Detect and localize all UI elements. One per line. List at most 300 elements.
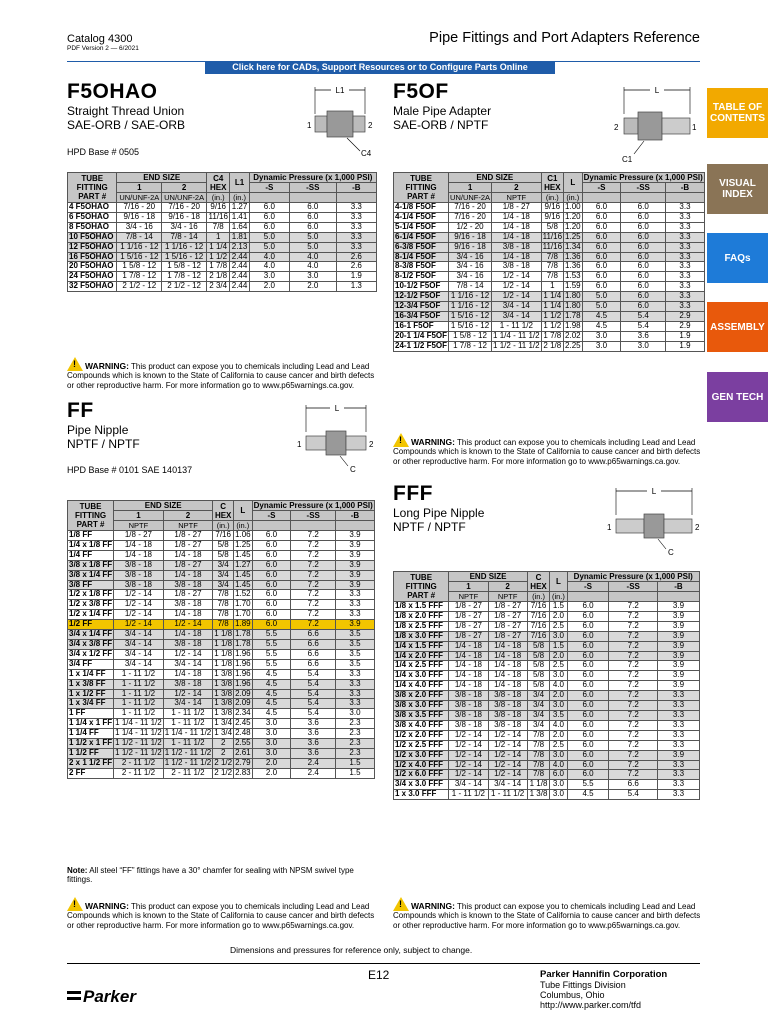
table-cell: 7/16 (527, 602, 550, 612)
table-cell: 3.9 (336, 560, 375, 570)
col-pressure: Dynamic Pressure (x 1,000 PSI) (567, 572, 699, 582)
f5of-table (393, 172, 705, 352)
f5ohao-table (67, 172, 377, 292)
table-row (68, 550, 375, 560)
table-cell: 1 x 3/4 FF (68, 699, 114, 709)
table-cell: 1 3/8 (214, 668, 233, 678)
warning-icon (393, 433, 409, 447)
table-cell: 1/4 - 18 (163, 550, 213, 560)
table-cell: 16 F5OHAO (68, 252, 117, 262)
table-cell: 3.0 (550, 780, 567, 790)
table-cell: 7.2 (609, 681, 658, 691)
table-cell: 1 1/8 (214, 638, 233, 648)
col-end1: 1 (449, 183, 492, 193)
table-cell: 4-1/4 F5OF (394, 212, 449, 222)
table-cell: 1.5 (550, 641, 567, 651)
table-cell: 1 7/8 - 12 (162, 272, 207, 282)
table-cell: 3/4 (213, 560, 234, 570)
table-cell: 3.3 (657, 780, 699, 790)
table-cell: 1 1/16 - 12 (117, 242, 162, 252)
table-cell: 1/2 - 14 (488, 760, 527, 770)
table-cell: 5.0 (582, 302, 621, 312)
table-cell: 1 5/16 - 12 (162, 252, 207, 262)
table-cell: 1/2 x 2.5 FFF (394, 740, 449, 750)
table-cell: 1 (541, 282, 563, 292)
col-hex-unit: (in.) (541, 193, 563, 203)
col-end2: 2 (163, 511, 213, 521)
col-thread1: UN/UNF-2A (450, 193, 491, 202)
col-hex: C HEX (213, 501, 234, 521)
table-cell: 7.2 (291, 560, 336, 570)
table-cell: 2 1/2 - 12 (117, 282, 162, 292)
table-cell: 5.4 (621, 321, 666, 331)
table-cell: 4.5 (252, 669, 291, 679)
sidebar-visual-index[interactable]: VISUAL INDEX (707, 164, 768, 214)
sidebar-faqs[interactable]: FAQs (707, 233, 768, 283)
warning-label: WARNING: (411, 437, 455, 447)
table-cell: 1.59 (565, 281, 581, 291)
f5ohao-end2-label: 2 (368, 121, 373, 130)
table-cell: 3/4 x 3.0 FFF (394, 780, 449, 790)
table-cell: 3/8 x 1/4 FF (69, 569, 113, 579)
table-cell: 1/2 - 14 (488, 740, 527, 750)
table-cell: 7/8 (541, 262, 563, 272)
ff-note (67, 866, 373, 884)
table-cell: 1 x 3/8 FF (68, 679, 114, 689)
table-cell: 6.0 (290, 212, 337, 222)
table-cell: 2.6 (336, 252, 376, 262)
table-cell: 3.3 (666, 282, 705, 292)
table-cell: 1 1/16 - 12 (449, 302, 492, 312)
col-s: -S (249, 183, 289, 193)
catalog-label: Catalog 4300 (67, 33, 133, 45)
table-cell: 3/8 - 18 (163, 600, 213, 610)
f5of-l-label: L (654, 86, 660, 95)
sidebar-gen-tech[interactable]: GEN TECH (707, 372, 768, 422)
table-cell: 1 1/2 (541, 311, 563, 321)
page-number: E12 (368, 968, 390, 982)
table-cell: 5/8 (527, 681, 550, 691)
warning-icon (67, 897, 83, 911)
table-cell: 3.9 (657, 671, 699, 681)
table-cell: 2 (213, 748, 234, 758)
table-cell: 24 F5OHAO (68, 272, 117, 282)
table-row (394, 611, 700, 621)
table-cell: 3/8 x 3.0 FFF (394, 701, 449, 711)
table-cell: 6.0 (567, 760, 609, 770)
table-cell: 2.25 (565, 340, 581, 350)
table-cell: 3.9 (657, 651, 699, 661)
table-cell: 9/16 - 18 (117, 212, 162, 222)
table-cell: 2.83 (235, 767, 251, 777)
table-cell: 1/4 - 18 (449, 641, 488, 651)
table-cell: 3/4 - 16 (449, 262, 492, 272)
table-cell: 3.9 (657, 641, 699, 651)
table-cell: 6.0 (567, 602, 609, 612)
sidebar-assembly[interactable]: ASSEMBLY (707, 302, 768, 352)
table-cell: 6.6 (291, 659, 336, 669)
table-cell: 2.0 (550, 691, 567, 701)
ff-note-text: All steel “FF” fittings have a 30° chamfer for sealing with NPSM swivel type fittings. (67, 866, 354, 884)
table-cell: 9/16 (541, 212, 563, 222)
table-cell: 1 1/4 - 11 1/2 (115, 728, 162, 738)
table-cell: 1 - 11 1/2 (114, 699, 164, 709)
table-cell: 2.13 (231, 241, 248, 251)
table-cell: 7.2 (291, 580, 336, 590)
table-cell: 3.0 (249, 272, 289, 282)
f5ohao-l-label: L1 (335, 86, 345, 95)
col-thread1: NPTF (114, 521, 164, 531)
table-cell: 1 7/8 (541, 331, 563, 341)
table-cell: 6.6 (609, 780, 658, 790)
table-cell: 2.0 (249, 282, 289, 292)
table-cell: 32 F5OHAO (68, 282, 117, 292)
table-cell: 3.3 (666, 262, 705, 272)
table-cell: 1 - 11 1/2 (114, 669, 164, 679)
table-cell: 1/4 - 18 (488, 681, 527, 691)
col-b: -B (336, 183, 376, 193)
table-cell: 1/2 - 14 (492, 282, 542, 292)
table-cell: 1/4 - 18 (163, 570, 213, 580)
col-thread1: UN/UNF-2A (117, 193, 162, 203)
col-hex-unit: (in.) (527, 592, 550, 602)
table-cell: 1/2 - 14 (488, 750, 527, 760)
table-cell: 3.9 (336, 540, 375, 550)
table-cell: 7/16 (527, 611, 550, 621)
table-cell: 1/8 - 27 (488, 602, 527, 612)
table-cell: 5.4 (291, 699, 336, 709)
f5ohao-hpd: HPD Base # 0505 (67, 147, 140, 157)
ff-l-label: L (334, 404, 340, 413)
table-cell: 1 7/8 - 12 (117, 272, 162, 282)
table-cell: 1/4 - 18 (449, 651, 488, 661)
table-cell: 3/8 - 18 (488, 701, 527, 711)
table-cell: 1 1/4 (541, 302, 563, 312)
fff-table (393, 571, 700, 800)
table-row (394, 242, 705, 252)
col-l: L (234, 501, 253, 521)
table-cell: 2.0 (550, 611, 567, 621)
table-cell: 3.0 (252, 748, 291, 758)
table-cell: 1.36 (565, 261, 581, 271)
table-cell: 2 1/2 (214, 757, 233, 767)
col-hex: C HEX (527, 572, 550, 592)
table-row (394, 770, 700, 780)
table-row (394, 710, 700, 720)
table-cell: 8-1/2 F5OF (394, 272, 449, 282)
table-cell: 6.0 (567, 651, 609, 661)
table-cell: 3.3 (336, 679, 375, 689)
table-cell: 6-1/4 F5OF (394, 232, 449, 242)
table-cell: 3/4 (527, 691, 550, 701)
table-row (68, 679, 375, 689)
table-row (394, 691, 700, 701)
table-cell: 3/8 - 18 (114, 580, 164, 590)
table-cell: 2.44 (231, 261, 248, 271)
col-part: TUBE FITTING PART # (394, 173, 449, 203)
disclaimer: Dimensions and pressures for reference only, subject to change. (230, 945, 473, 955)
table-cell: 3/4 FF (68, 659, 114, 669)
table-cell: 6.0 (621, 292, 666, 302)
ff-ends: NPTF / NPTF (67, 437, 140, 451)
table-row (68, 600, 375, 610)
table-cell: 5/8 (527, 671, 550, 681)
fff-hex-label: C (668, 548, 674, 557)
col-thread2: UN/UNF-2A (162, 193, 207, 203)
table-cell: 7/8 - 14 (449, 282, 492, 292)
table-cell: 5/8 (527, 641, 550, 651)
warning-label: WARNING: (85, 901, 129, 911)
table-cell: 7/8 (207, 222, 230, 232)
table-cell: 6.0 (582, 232, 621, 242)
table-cell: 6.0 (567, 621, 609, 631)
table-cell: 1.06 (235, 530, 251, 539)
table-cell: 6.0 (582, 212, 621, 222)
table-cell: 1/2 - 14 (449, 750, 488, 760)
table-cell: 6.0 (621, 252, 666, 262)
table-row (68, 531, 375, 541)
table-row (394, 321, 705, 331)
col-hex: C1 HEX (541, 173, 563, 193)
version-label: PDF Version 2 — 6/2021 (67, 45, 139, 52)
table-cell: 4.5 (567, 790, 609, 800)
table-cell: 1.9 (336, 272, 376, 282)
table-cell: 3.3 (336, 242, 376, 252)
col-end2: 2 (488, 582, 527, 592)
table-cell: 1 1/2 - 11 1/2 (115, 747, 162, 757)
table-cell: 1 3/8 (214, 688, 233, 698)
table-cell: 1 1/8 (527, 780, 550, 790)
table-cell: 3/8 - 18 (488, 710, 527, 720)
warning-text: This product can expose you to chemicals including Lead and Lead Compounds which is known to the State of California to cause cancer and birth defects or other reproductive harm. For more information go to www.p65warnings.ca.gov. (393, 438, 701, 466)
table-cell: 3.3 (336, 222, 376, 232)
table-cell: 1/8 - 27 (449, 611, 488, 621)
corp-url[interactable]: http://www.parker.com/tfd (540, 1000, 642, 1010)
table-cell: 3.3 (657, 790, 699, 800)
table-cell: 6.0 (550, 770, 567, 780)
table-cell: 1/8 x 3.0 FFF (394, 631, 449, 641)
col-part: TUBE FITTING PART # (68, 173, 117, 203)
f5ohao-end1-label: 1 (307, 121, 312, 130)
table-cell: 6.0 (252, 590, 291, 600)
table-cell: 1.34 (565, 241, 581, 251)
table-cell: 5.5 (252, 639, 291, 649)
table-cell: 1/8 - 27 (449, 621, 488, 631)
table-row (68, 729, 375, 739)
table-cell: 5.5 (252, 649, 291, 659)
table-cell: 1.5 (336, 768, 375, 778)
table-cell: 1.27 (235, 559, 251, 569)
col-l-unit: (in.) (550, 592, 567, 602)
table-cell: 7.2 (291, 540, 336, 550)
table-cell: 2.09 (235, 698, 251, 708)
table-cell: 9/16 - 18 (449, 232, 492, 242)
col-endsize: END SIZE (114, 501, 213, 511)
table-cell: 1 1/4 (541, 292, 563, 302)
table-cell: 7.2 (291, 610, 336, 620)
table-cell: 7.2 (291, 590, 336, 600)
table-cell: 1 3/4 (214, 718, 233, 728)
table-cell: 7/8 (527, 770, 550, 780)
table-cell: 1/2 x 3.0 FFF (394, 750, 449, 760)
table-cell: 3.3 (657, 730, 699, 740)
table-cell: 1 1/2 FF (68, 748, 114, 758)
table-cell: 1.27 (231, 202, 248, 211)
table-cell: 3/4 x 1/2 FF (69, 648, 113, 658)
col-thread2: NPTF (492, 193, 542, 203)
col-l: L (550, 572, 567, 592)
table-cell: 1 1/4 (207, 242, 230, 252)
table-cell: 6.6 (291, 649, 336, 659)
table-cell: 1/2 FF (68, 620, 114, 630)
table-cell: 7.2 (609, 710, 658, 720)
table-cell: 6.0 (567, 770, 609, 780)
table-cell: 7.2 (609, 740, 658, 750)
table-cell: 1.96 (235, 678, 251, 688)
table-cell: 7.2 (609, 691, 658, 701)
table-cell: 1/2 x 6.0 FFF (394, 770, 449, 780)
sidebar-table-of-contents[interactable]: TABLE OF CONTENTS (707, 88, 768, 138)
ff-end1-label: 1 (297, 440, 302, 449)
col-s: -S (252, 511, 291, 521)
table-cell: 1.9 (666, 341, 705, 351)
table-cell: 3/8 - 18 (163, 580, 213, 590)
table-cell: 1 - 11 1/2 (163, 739, 213, 749)
table-cell: 6.0 (290, 203, 337, 213)
table-cell: 3.9 (657, 750, 699, 760)
f5ohao-subtitle: Straight Thread Union (67, 104, 185, 118)
table-cell: 1 1/2 (207, 252, 230, 262)
table-cell: 3/4 - 14 (488, 780, 527, 790)
table-cell: 6.0 (567, 740, 609, 750)
table-cell: 1/4 x 4.0 FFF (394, 681, 449, 691)
table-cell: 3/8 x 2.0 FFF (394, 691, 449, 701)
table-cell: 5.5 (252, 659, 291, 669)
col-endsize: END SIZE (449, 173, 542, 183)
table-cell: 5.4 (609, 790, 658, 800)
table-row (394, 661, 700, 671)
table-cell: 5.4 (291, 669, 336, 679)
table-cell: 1/4 - 18 (114, 540, 164, 550)
table-cell: 1.36 (565, 251, 581, 261)
table-row (394, 212, 705, 222)
corp-division: Tube Fittings Division (540, 980, 626, 990)
page-title: Pipe Fittings and Port Adapters Reference (429, 30, 700, 46)
table-cell: 3.3 (666, 232, 705, 242)
table-cell: 3.3 (666, 292, 705, 302)
table-cell: 2 - 11 1/2 (114, 758, 164, 768)
table-cell: 5.0 (249, 232, 289, 242)
table-cell: 20-1 1/4 F5OF (395, 330, 448, 340)
table-cell: 1/2 - 14 (492, 292, 542, 302)
col-hex: C4 HEX (207, 173, 230, 193)
table-cell: 3.0 (252, 719, 291, 729)
table-row (394, 740, 700, 750)
table-cell: 3/4 - 14 (492, 302, 542, 312)
col-part: TUBE FITTING PART # (394, 572, 449, 602)
table-cell: 2.9 (666, 321, 705, 331)
col-thread1: NPTF (449, 592, 488, 602)
table-cell: 1 1/4 - 11 1/2 (115, 718, 162, 728)
table-cell: 1 1/2 x 1 FF (69, 738, 113, 748)
table-cell: 7/8 (541, 252, 563, 262)
table-cell: 2.02 (565, 330, 581, 340)
table-row (394, 311, 705, 321)
table-cell: 1/2 - 14 (163, 620, 213, 630)
table-cell: 9/16 - 18 (162, 212, 207, 222)
table-cell: 1 1/4 - 11 1/2 (164, 728, 212, 738)
table-cell: 3/4 (527, 701, 550, 711)
table-cell: 3.6 (621, 331, 666, 341)
table-cell: 6.0 (582, 203, 621, 213)
table-cell: 2.34 (235, 708, 251, 718)
table-row (394, 701, 700, 711)
table-row (394, 750, 700, 760)
table-cell: 7.2 (609, 621, 658, 631)
table-cell: 1.98 (565, 320, 581, 330)
table-cell: 5-1/4 F5OF (394, 222, 449, 232)
table-cell: 3/8 - 18 (488, 720, 527, 730)
table-cell: 12-1/2 F5OF (394, 292, 449, 302)
table-cell: 3.9 (657, 602, 699, 612)
col-end2: 2 (162, 183, 207, 193)
table-cell: 2.3 (336, 719, 375, 729)
table-row (68, 262, 377, 272)
table-row (394, 621, 700, 631)
table-row (68, 649, 375, 659)
table-cell: 3/4 - 14 (114, 639, 164, 649)
table-cell: 10-1/2 F5OF (394, 282, 449, 292)
table-cell: 1 7/8 - 12 (449, 341, 492, 351)
table-cell: 3.0 (550, 790, 567, 800)
table-cell: 1/4 x 3.0 FFF (394, 671, 449, 681)
table-cell: 3/8 FF (68, 580, 114, 590)
table-cell: 6.0 (567, 671, 609, 681)
table-cell: 2.6 (336, 262, 376, 272)
table-cell: 1/8 - 27 (449, 602, 488, 612)
f5ohao-hex-label: C4 (361, 149, 372, 158)
table-cell: 3/8 x 3.5 FFF (394, 710, 449, 720)
table-cell: 3.3 (336, 590, 375, 600)
table-cell: 3/8 - 18 (449, 720, 488, 730)
table-cell: 3/8 - 18 (114, 570, 164, 580)
table-row (68, 570, 375, 580)
table-row (68, 252, 377, 262)
table-row (68, 222, 377, 232)
ff-note-label: Note: (67, 866, 88, 875)
table-cell: 7/8 - 14 (162, 232, 207, 242)
col-end2: 2 (492, 183, 542, 193)
table-cell: 1/2 - 14 (449, 730, 488, 740)
table-cell: 7.2 (609, 770, 658, 780)
table-row (394, 252, 705, 262)
warning-label: WARNING: (411, 901, 455, 911)
table-cell: 1 5/16 - 12 (117, 252, 162, 262)
table-cell: 3/8 - 18 (163, 639, 213, 649)
table-cell: 6.0 (252, 620, 291, 630)
f5of-hex-label: C1 (622, 155, 633, 164)
table-cell: 5/8 (213, 540, 234, 550)
table-cell: 2.44 (231, 281, 248, 291)
table-cell: 1 7/8 (207, 262, 230, 272)
table-cell: 7.2 (291, 600, 336, 610)
table-cell: 1/4 - 18 (488, 641, 527, 651)
table-cell: 1/4 - 18 (492, 252, 542, 262)
table-cell: 3/8 - 18 (114, 560, 164, 570)
table-cell: 3.3 (666, 272, 705, 282)
table-cell: 3/4 x 1/4 FF (69, 629, 113, 639)
cad-resources-link[interactable]: Click here for CADs, Support Resources or to Configure Parts Online (205, 61, 555, 74)
